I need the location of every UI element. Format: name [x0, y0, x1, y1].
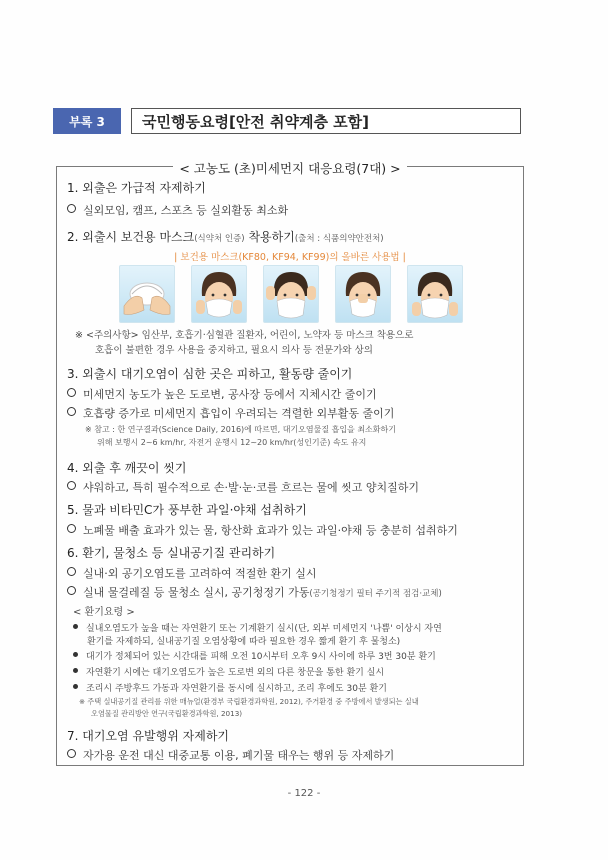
page-title: 국민행동요령[안전 취약계층 포함] [131, 108, 521, 134]
section-3-item-2: 호흡량 증가로 미세먼지 흡입이 우려되는 격렬한 외부활동 줄이기 [67, 405, 394, 421]
mask-usage-illustrations [119, 265, 461, 325]
section-6-heading: 6. 환기, 물청소 등 실내공기질 관리하기 [67, 546, 276, 560]
appendix-badge: 부록 3 [53, 108, 121, 134]
section-6-reference-line-2: 오염물질 관리방안 연구(국립환경과학원, 2013) [91, 709, 243, 718]
section-1-heading: 1. 외출은 가급적 자제하기 [67, 181, 206, 195]
ventilation-bullet-1: 실내오염도가 높을 때는 자연환기 또는 기계환기 실시(단, 외부 미세먼지 '나쁨' 이상시 자연 [73, 621, 442, 634]
section-3-item-1: 미세먼지 농도가 높은 도로변, 공사장 등에서 지체시간 줄이기 [67, 386, 377, 402]
mask-step-5-image [407, 265, 463, 323]
circle-bullet-icon [67, 407, 76, 416]
circle-bullet-icon [67, 388, 76, 397]
mask-step-3-image [263, 265, 319, 323]
circle-bullet-icon [67, 524, 76, 533]
guideline-box [56, 161, 524, 766]
dot-bullet-icon [73, 684, 78, 689]
mask-step-4-image [335, 265, 391, 323]
page-number: - 122 - [287, 788, 321, 799]
section-6-reference-line-1: ※ 주택 실내공기질 관리를 위한 매뉴얼(환경부 국립환경과학원, 2012), 주거환경 중 주방에서 발생되는 실내 [79, 697, 419, 706]
ventilation-bullet-1-cont: 환기를 자제하되, 실내공기질 오염상황에 따라 필요한 경우 짧게 환기 후 물청소) [87, 637, 401, 647]
dot-bullet-icon [73, 668, 78, 673]
ventilation-bullet-4: 조리시 주방후드 가동과 자연환기를 동시에 실시하고, 조리 후에도 30분 환기 [73, 681, 387, 694]
section-5-item: 노폐물 배출 효과가 있는 물, 항산화 효과가 있는 과일·야채 등 충분히 섭취하기 [67, 522, 458, 538]
caution-note-line-1: ※ <주의사항> 임산부, 호흡기·심혈관 질환자, 어린이, 노약자 등 마스크 착용으로 [75, 330, 414, 341]
section-6-item-2: 실내 물걸레질 등 물청소 실시, 공기청정기 가동(공기청정기 필터 주기적 점검·교체) [67, 584, 442, 600]
circle-bullet-icon [67, 749, 76, 758]
mask-step-1-image [119, 265, 175, 323]
ventilation-subtitle: < 환기요령 > [73, 607, 135, 618]
mask-step-2-image [191, 265, 247, 323]
box-title: < 고농도 (초)미세먼지 대응요령(7대) > [57, 158, 523, 177]
circle-bullet-icon [67, 204, 76, 213]
section-6-item-1: 실내·외 공기오염도를 고려하여 적절한 환기 실시 [67, 565, 317, 581]
section-3-reference-line-1: ※ 참고 : 한 연구결과(Science Daily, 2016)에 따르면, 대기오염물질 흡입을 최소화하기 [85, 425, 396, 434]
ventilation-bullet-3: 자연환기 시에는 대기오염도가 높은 도로변 외의 다른 창문을 통한 환기 실시 [73, 665, 384, 678]
section-3-heading: 3. 외출시 대기오염이 심한 곳은 피하고, 활동량 줄이기 [67, 367, 353, 381]
section-1-item: 실외모임, 캠프, 스포츠 등 실외활동 최소화 [67, 202, 288, 218]
section-7-heading: 7. 대기오염 유발행위 자제하기 [67, 729, 229, 743]
section-4-item: 샤워하고, 특히 필수적으로 손·발·눈·코를 흐르는 물에 씻고 양치질하기 [67, 479, 419, 495]
appendix-header [53, 108, 511, 134]
section-2-heading: 2. 외출시 보건용 마스크(식약처 인증) 착용하기(출처 : 식품의약안전처) [67, 230, 384, 244]
section-3-reference-line-2: 위해 보행시 2~6 km/hr, 자전거 운행시 12~20 km/hr(성인기준) 속도 유지 [97, 438, 367, 447]
circle-bullet-icon [67, 567, 76, 576]
section-5-heading: 5. 물과 비타민C가 풍부한 과일·야채 섭취하기 [67, 503, 307, 517]
section-7-item: 자가용 운전 대신 대중교통 이용, 폐기물 태우는 행위 등 자제하기 [67, 747, 394, 763]
section-4-heading: 4. 외출 후 깨끗이 씻기 [67, 461, 187, 475]
circle-bullet-icon [67, 586, 76, 595]
mask-caption: | 보건용 마스크(KF80, KF94, KF99)의 올바른 사용법 | [174, 252, 406, 263]
circle-bullet-icon [67, 481, 76, 490]
ventilation-bullet-2: 대기가 정체되어 있는 시간대를 피해 오전 10시부터 오후 9시 사이에 하루 3번 30분 환기 [73, 649, 436, 662]
dot-bullet-icon [73, 624, 78, 629]
dot-bullet-icon [73, 652, 78, 657]
caution-note-line-2: 호흡이 불편한 경우 사용을 중지하고, 필요시 의사 등 전문가와 상의 [95, 345, 373, 356]
